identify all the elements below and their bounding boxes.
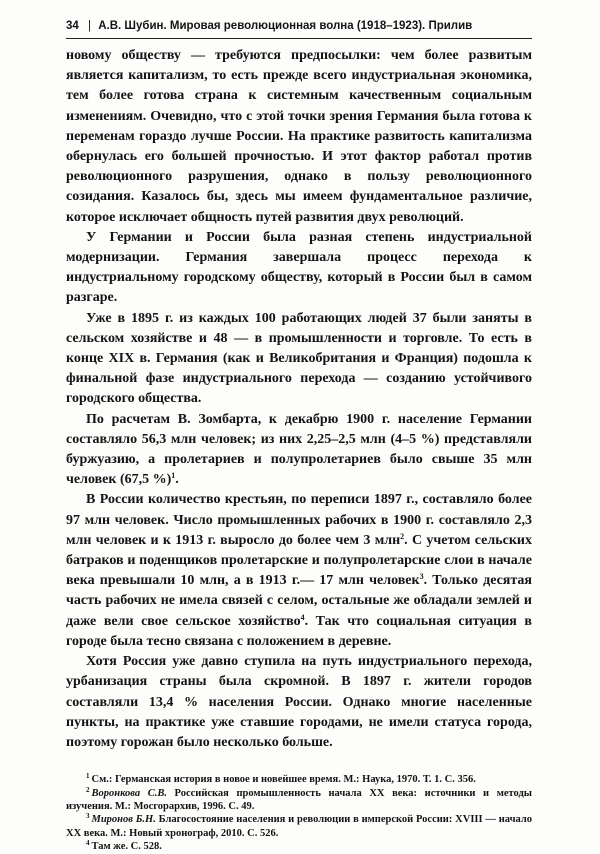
header-separator: | bbox=[88, 20, 91, 32]
footnote-item bbox=[66, 773, 532, 786]
paragraph-text: В России количество крестьян, по переписи 1897 г., составляло более 97 млн человек. Число промышленных рабочих в 1900 г. составляло 2,3 млн человек и к 1913 г. выросло до более чем 3 млн bbox=[66, 492, 532, 548]
footnote-item bbox=[66, 813, 532, 840]
footnote-number: 4 bbox=[86, 839, 90, 848]
paragraph-text: . bbox=[175, 472, 179, 488]
footnotes bbox=[66, 773, 532, 853]
footnote-text: Там же. С. 528. bbox=[91, 841, 162, 853]
paragraph-russia-peasants bbox=[66, 490, 532, 652]
paragraph-text: По расчетам В. Зомбарта, к декабрю 1900 г. население Германии составляло 56,3 млн человек; из них 2,25–2,5 млн (4–5 %) представляли буржуазию, а пролетариев и полупролетариев было свыше 35 млн человек (67,5 %) bbox=[66, 411, 532, 488]
footnote-text: См.: Германская история в новое и новейшее время. М.: Наука, 1970. Т. 1. С. 356. bbox=[91, 774, 476, 786]
footnote-text: Благосостояние населения и революции в имперской России: XVIII — начало ХХ века. М.: Новый хронограф, 2010. С. 526. bbox=[66, 814, 532, 839]
footnote-author: Миронов Б.Н. bbox=[91, 814, 156, 826]
paragraph-modernization: У Германии и России была разная степень индустриальной модернизации. Германия завершала процесс перехода к индустриальному городскому обществу, который в России был в самом разгаре. bbox=[66, 229, 532, 306]
footnote-item bbox=[66, 787, 532, 814]
running-head bbox=[66, 18, 532, 39]
paragraph-text: . Так что социальная ситуация в городе была тесно связана с положением в деревне. bbox=[66, 613, 532, 649]
paragraph-text: . Только десятая часть рабочих не имела связей с селом, остальные же обладали землей и даже вели свое сельское хозяйство bbox=[66, 573, 532, 629]
page-number: 34 bbox=[66, 20, 79, 32]
footnote-ref[interactable]: 4 bbox=[300, 612, 305, 622]
paragraph-sombart-estimate bbox=[66, 410, 532, 491]
paragraph-continued: новому обществу — требуются предпосылки: чем более развитым является капитализм, то есть прежде всего индустриальная экономика, тем более готова страна к системным качественным социальным изменениям. Очевидно, что с этой точки зрения Германия была готова к переменам гораздо лучше России. На практике развитость капитализма обернулась его большей прочностью. И этот фактор работал против революционного разрушения, однако в пользу революционного созидания. Казалось бы, здесь мы имеем фундаментальное различие, которое исключает общность путей развития двух революций. bbox=[66, 48, 532, 225]
footnote-ref[interactable]: 2 bbox=[400, 531, 405, 541]
footnote-number: 3 bbox=[86, 812, 90, 821]
footnote-ref[interactable]: 3 bbox=[419, 572, 424, 582]
running-title: А.В. Шубин. Мировая революционная волна (1918–1923). Прилив bbox=[98, 20, 473, 32]
footnote-ref[interactable]: 1 bbox=[171, 471, 176, 481]
footnote-author: Воронкова С.В. bbox=[91, 787, 167, 799]
footnote-item bbox=[66, 840, 532, 853]
paragraph-text: . С учетом сельских батраков и поденщиков пролетарские и полупролетарские слои в начале века превышали 10 млн, а в 1913 г.— 17 млн человек bbox=[66, 532, 532, 589]
paragraph-urbanization: Хотя Россия уже давно ступила на путь индустриального перехода, урбанизация страны была скромной. В 1897 г. жители городов составляли 13,4 % населения России. Однако многие населенные пункты, на практике уже ставшие городами, не имели статуса города, поэтому горожан было несколько больше. bbox=[66, 654, 532, 750]
main-text bbox=[66, 46, 532, 753]
footnote-text: Российская промышленность начала ХХ века: источники и методы изучения. М.: Мосгорархив, 1996. С. 49. bbox=[66, 787, 532, 812]
footnote-number: 2 bbox=[86, 785, 90, 794]
footnote-number: 1 bbox=[86, 772, 90, 781]
paragraph-1895-statistics: Уже в 1895 г. из каждых 100 работающих людей 37 были заняты в сельском хозяйстве и 48 — в промышленности и торговле. То есть в конце XIX в. Германия (как и Великобритания и Франция) подошла к финальной фазе индустриального перехода — созданию устойчивого городского общества. bbox=[66, 310, 532, 407]
